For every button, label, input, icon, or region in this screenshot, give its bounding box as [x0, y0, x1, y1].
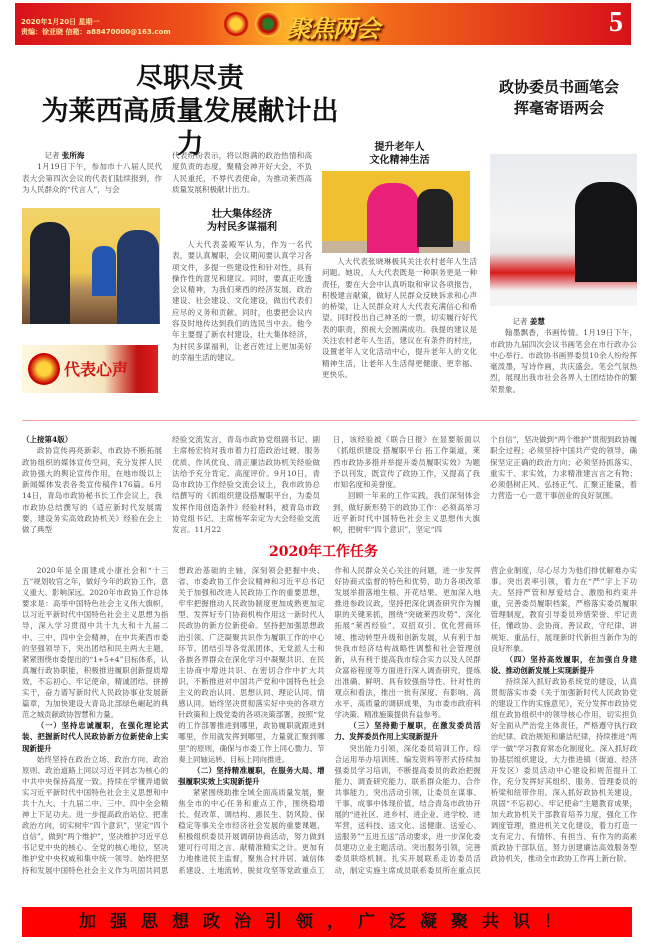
paragraph: 2020年是全面建成小康社会和“十三五”规划收官之年，做好今年的政协工作，意义重大、影响深远。2020年市政协工作总体要求是：高举中国特色社会主义伟大旗帜，以习近平新时代中国特色社会主义思想为指导，深入学习贯彻中共十九大和十九届二中、三中、四中全会精神，在中共莱西市委的坚强领导下，突出团结和民主两大主题，紧紧围绕市委提出的“1+5+4”目标体系，认真履行政协职能，积极推进履职创新提质增效，不忘初心、牢记使命，精诚团结、拼搏实干，奋力谱写新时代人民政协事业发展新篇章，为加快建设大青岛北部绿色崛起的典范之城贡献政协智慧和力量。 [22, 566, 169, 720]
header-meta [21, 17, 171, 37]
cppcc-emblem-icon [255, 11, 281, 37]
byline [490, 316, 637, 327]
photo-figure [30, 222, 70, 324]
paragraph: 人大代表张晓琳极其关注农村老年人生活问题。她说，人大代表既是一种职务更是一种责任，要在大会中认真听取和审议各项报告，积极建言献策，做好人民群众反映诉求和心声的桥梁，让人民群众对人大代表充满信心和希望。同时投出自己神圣的一票，切实履行好代表的职责，预祝大会圆满成功。我提的建议是关注农村老年人生活，建议在有条件的村庄，设置老年人文化活动中心，提升老年人的文化精神生活，让老年人生活得更健康、更幸福、更快乐。 [322, 257, 477, 379]
emblem-icon [28, 353, 60, 385]
byline [22, 150, 162, 161]
continued-col4 [490, 434, 637, 502]
section-heading: （二）坚持精准履职，在服务大局、增强履职实效上实现新提升 [178, 765, 325, 786]
side-headline-line-1: 政协委员书画笔会 [498, 78, 619, 96]
header-banner [15, 3, 631, 45]
paragraph: 日，该经验被《联合日报》在显要版面以《抓组织建设 搭履职平台 拓工作渠道，莱西市政协多措并举提升委员履职实效》为题予以刊发，既宣传了政协工作，又提高了我市知名度和美誉度。 [333, 435, 480, 490]
footer-slogan: 加强思想政治引领，广泛凝聚共识！ [79, 912, 575, 932]
photo-figure [367, 183, 419, 253]
subsection-elderly [322, 141, 477, 380]
tasks-title: 2020年工作任务 [269, 544, 378, 560]
main-intro-col1 [22, 150, 162, 195]
photo-figure [417, 189, 453, 247]
side-headline-line-2: 挥毫寄语两会 [513, 99, 604, 117]
subheading-line: 提升老年人 [374, 142, 425, 153]
paragraph: 代表纷纷表示，将以饱满的政治热情和高度负责的态度，聚精会神开好大会，不负人民重托，不辱代表使命，为推动莱西高质量发展积极献计出力。 [172, 151, 312, 194]
intro-text [22, 161, 162, 195]
photo-delegate [322, 171, 470, 253]
continued-col3 [333, 434, 480, 536]
paragraph: 始终坚持在政治立场、政治方向、政治原则、政治道路上同以习近平同志为核心的中共中央保持高度一致。持续在学懂弄通做实习近平新时代中国特色社会主义思想和中共十九大、十九届二中、三中、四中全会精神上下足功夫。进一步提高政治站位、把准政治方向，切实树牢“四个意识”，坚定“四个自信”，做到“两个维护”，坚决维护习近平总书记党中央的核心、全党的核心地位，坚决维护党中央权威和集中统一领导。始终把坚持和发展中国特色社会主义作为巩固共同思想政治基础的主轴，深刻领会把握中央、省、市委政协工作会议精神和习近平总书记关于加强和改进人民政协工作的重要思想，牢牢把握推动人民政协制度更加成熟更加定型、发挥好专门协商机构作用这一新时代人民政协的新方位新使命。坚持把加强思想政治引领、广泛凝聚共识作为履职工作的中心环节。团结引导各党派团体、无党派人士和各族各界群众在深化学习中凝聚共识、在民主协商中增进共识、在密切合作中扩大共识，不断推进对中国共产党和中国特色社会主义的政治认同、思想认同、理论认同、情感认同。始终坚决贯彻落实好中央的各项方针政策和上级党委的各项决策部署，按照“党的工作部署推进到哪里，政协履职就跟进到哪里，作用就发挥到哪里，力量就汇聚到哪里”的原则，确保与市委工作上同心勠力、节奏上同轴运转、目标上同向推进。 [22, 566, 325, 875]
section-heading: （一）坚持忠诚履职，在强化理论武装、把握新时代人民政协新方位新使命上实现新提升 [22, 721, 169, 753]
continued-col1 [22, 434, 162, 536]
side-article [490, 154, 637, 395]
subsection-text [322, 256, 477, 380]
byline-name: 张所海 [61, 151, 85, 160]
paragraph: 人大代表姜殿军认为，作为一名代表，要认真履职，会议期间要认真学习各项文件，多提一些建设性和针对性，具有操作性的意见和建议。同时，要真正吃透会议精神，为我们莱西的经济发展、政治建设、社会建设、文化建设，做出代表们应尽的义务和贡献。同时，也要把会议内容及时地传达到我们的选民当中去。他今年主要提了新农村建设，壮大集体经济，为村民多谋福利，让老百姓过上更加美好的幸福生活的建议。 [172, 240, 312, 362]
subsection-collective-economy [172, 208, 312, 363]
section-heading: （四）坚持高效履职，在加强自身建设、推动创新发展上实现新提升 [490, 654, 637, 675]
paragraph: 经验交流发言，青岛市政协党组副书记、副主席杨宏钧对我市着力打造政治过硬、服务优质、作风优良、清正廉洁政协机关经验做法给予充分肯定、高度评价。9月10日，青岛市政协工作经验交流会议上，我市政协总结撰写的《抓组织建设搭履职平台，为委员发挥作用创造条件》经验材料，被青岛市政协党组书记、主席杨军亲定为大会经验交流发言。11月22 [172, 435, 320, 535]
photo-figure [92, 246, 116, 296]
byline-label: 记者 [512, 317, 528, 326]
subheading-line: 壮大集体经济 [212, 209, 272, 220]
main-intro-col2 [172, 150, 312, 195]
voice-section-logo [22, 345, 158, 393]
editor-info: 责编：徐亚晓 信箱：a88470000@163.com [21, 28, 171, 36]
divider [22, 420, 637, 421]
photo-interview [22, 208, 160, 324]
headline-line-2: 为莱西高质量发展献计出力 [41, 96, 339, 160]
issue-date: 2020年1月20日 星期一 [21, 18, 100, 26]
paragraph: 翰墨飘香，书画传情。1月19日下午，市政协九届四次会议书画笔会在市行政办公中心举行。市政协书画界委员10余人纷纷挥毫泼墨，写诗作画，共庆盛会。笔会气氛热烈，展现出我市社会各界人士团结协作的繁荣景象。 [490, 328, 637, 394]
paragraph: 突出能力引领，深化委员培训工作。综合运用举办培训班、编发资料等形式持续加强委员学习培训，不断提高委员的政治把握能力、调查研究能力、联系群众能力、合作共事能力。突出活动引领，让委员在谋事、干事、成事中体现价值。结合青岛市政协开展的“进社区、进乡村、进企业、进学校、进军营，送科技、送文化、送健康、送爱心、送服务”“五进五送”活动要求，进一步深化委员建功立业主题活动。突出服务引领，完善委员联络机制。扎实开展联系走访委员活动，制定实施主席成员联系委员所在重点民营企业制度，尽心尽力为他们排忧解难办实事。突出表率引领，着力在“严”字上下功夫。坚持严管和厚爱结合、激励和约束并重，完善委员履职档案，严格落实委员履职管理制度，教育引导委员珍惜荣誉、牢记责任，懂政协、会协商、善议政，守纪律、讲规矩、重品行，展现新时代新担当新作为的良好形象。 [334, 566, 637, 875]
page-number: 5 [609, 7, 623, 38]
paragraph: 政协宣传再亮新彩。市政协不断拓展政协组织的媒体宣传空间，充分发挥人民政协强大的舆论宣传作用，在地市级以上新闻媒体发表各类宣传稿件176篇。6月14日，青岛市政协秘书长工作会议上，我市政协总结撰写的《适应新时代发展需要，建设务实高效政协机关》经验在会上做了典型 [22, 446, 162, 535]
byline-name: 姜慧 [529, 317, 545, 326]
paragraph: 紧紧围绕助推全域全面高质量发展，聚焦全市的中心任务和重点工作，围绕稳增长、促改革、调结构、惠民生、防风险、保稳定等事关全市经济社会发展的重要课题，积极组织委员开展调研协商活动，努力做到建可行可用之言、献精准精实之计。更加有力地推进民主监督，聚焦合村并居、诚信体系建设、土地流转、脱贫攻坚等党政重点工作和人民群众关心关注的问题，进一步发挥好协商式监督的特色和优势，助力各项改革发展举措落地生根、开花结果。更加深入地推进参政议政，坚持把深化调查研究作为履职的关键来抓，围绕“突破莱西攻势”、深化拓展“莱西经验”、双招双引、优化营商环境、推动转型升级和创新发展，从有利于加快我市经济结构战略性调整和社会管理创新，从有利于提高我市综合实力以及人民群众富裕程度等方面进行深入调查研究，提炼出准确、鲜明、具有较强指导性、针对性的观点和看法，推出一批有深度、有影响、高水平、高质量的调研成果，为市委市政府科学决策、精准施策提供有益参考。 [178, 566, 481, 875]
subheading [172, 208, 312, 234]
byline-label: 记者 [44, 151, 60, 160]
photo-figure [117, 230, 159, 324]
voice-logo-text: 代表心声 [64, 360, 129, 379]
continued-col2 [172, 434, 320, 536]
photo-figure [575, 182, 637, 282]
subheading [322, 141, 477, 167]
headline-line-1: 尽职尽责 [136, 63, 244, 94]
side-article-text [490, 327, 637, 395]
paragraph: 个自信”，坚决做到“两个维护”贯彻到政协履职全过程；必须坚持中国共产党的领导，确保坚定正确的政治方向；必须坚持抓落实、重实干、求实效，力求精准建言言之有物；必须倡树正风、弘扬正气、汇聚正能量，着力营造一心一意干事创业的良好氛围。 [490, 435, 637, 501]
section-heading: （三）坚持勤于履职，在激发委员活力、发挥委员作用上实现新提升 [334, 721, 481, 742]
subheading-line: 文化精神生活 [369, 155, 430, 166]
photo-calligraphy [490, 154, 637, 306]
subheading-line: 为村民多谋福利 [207, 222, 277, 233]
subsection-text [172, 239, 312, 363]
footer-slogan-bar [22, 907, 632, 937]
side-headline [478, 77, 640, 119]
continued-label: （上接第4版） [22, 435, 73, 444]
paragraph: 1月19日下午，参加市十八届人民代表大会第四次会议的代表们陆续报到，作为人民群众的“代言人”，与会 [22, 162, 162, 194]
tasks-article [22, 565, 637, 876]
section-logo: 聚焦两会 [287, 14, 379, 43]
paragraph: 回顾一年来的工作实践，我们深刻体会到，做好新形势下的政协工作：必须高举习近平新时代中国特色社会主义思想伟大旗帜，把树牢“四个意识”，坚定“四 [333, 491, 480, 535]
paragraph: 持续深入抓好政协系统党的建设，认真贯彻落实市委《关于加强新时代人民政协党的建设工作的实施意见》，充分发挥市政协党组在政协组织中的领导核心作用，切实担负好全面从严治党主体责任，严格遵守执行政治纪律、政治规矩和廉洁纪律，持续推进“两学一做”学习教育常态化制度化。深入抓好政协基层组织建设，大力推进镇（街道、经济开发区）委员活动中心建设和规范提升工作，充分发挥好其组织、服务、管理委员的桥梁和纽带作用。深入抓好政协机关建设，巩固“不忘初心、牢记使命”主题教育成果，加大政协机关干部教育培养力度，强化工作调度管理，推进机关文化建设，着力打造一支有定力、有情怀、有担当、有作为的高素质政协干部队伍，努力创建廉洁高效服务型政协机关，推动全市政协工作再上新台阶。 [490, 676, 637, 864]
national-emblem-icon [223, 11, 249, 37]
main-headline [40, 62, 340, 161]
